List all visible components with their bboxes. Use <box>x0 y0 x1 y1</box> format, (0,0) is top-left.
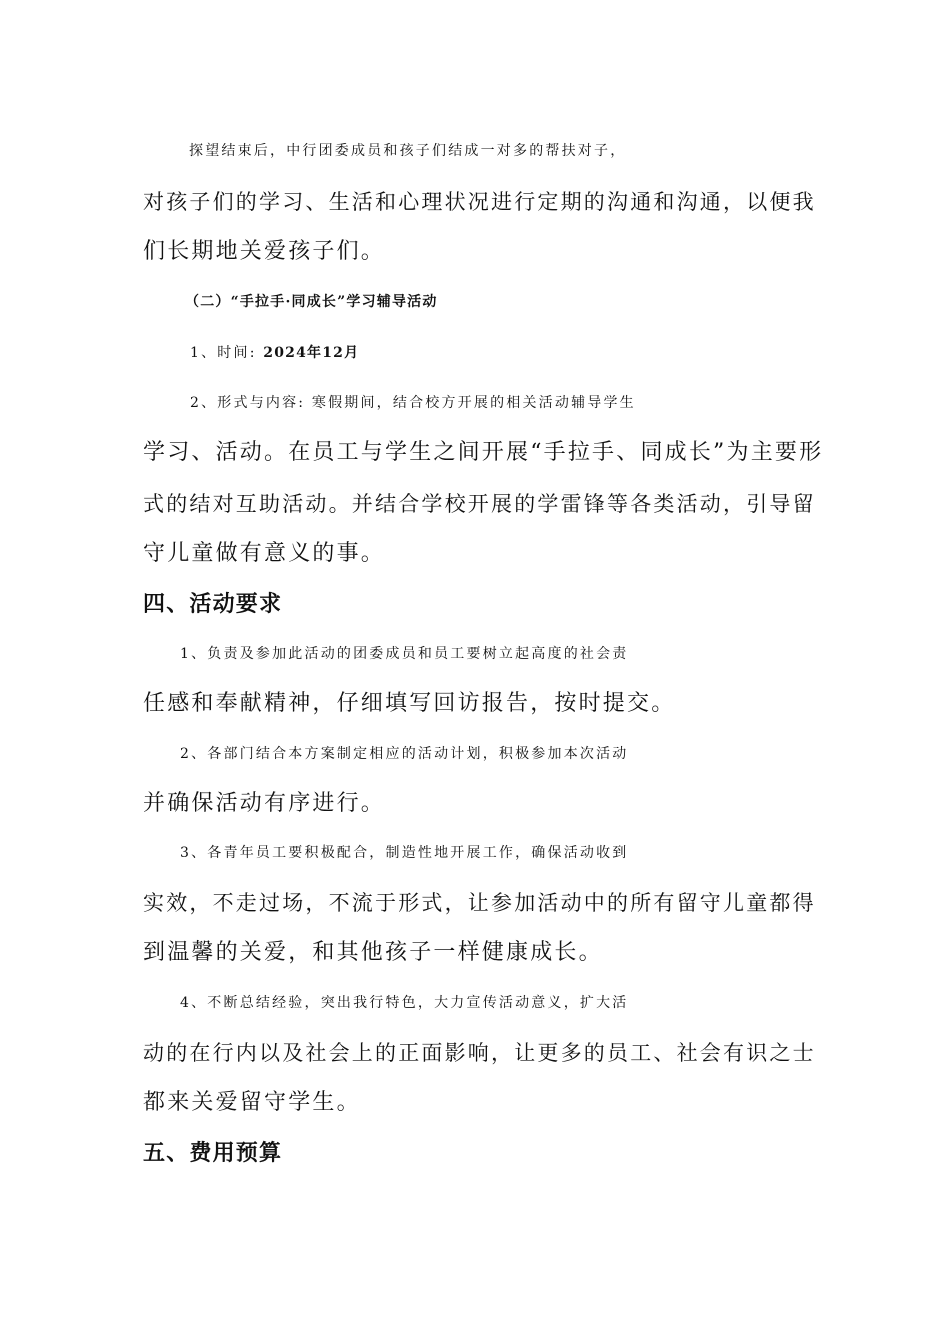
paragraph-line: 对孩子们的学习、生活和心理状况进行定期的沟通和沟通，以便我 <box>143 190 816 214</box>
requirement-line: 并确保活动有序进行。 <box>143 791 386 816</box>
requirement-line: 2、各部门结合本方案制定相应的活动计划，积极参加本次活动 <box>180 746 629 762</box>
requirement-line: 动的在行内以及社会上的正面影响，让更多的员工、社会有识之士 <box>143 1041 816 1065</box>
paragraph-line: 们长期地关爱孩子们。 <box>143 239 386 264</box>
paragraph-line: 式的结对互助活动。并结合学校开展的学雷锋等各类活动，引导留 <box>143 492 816 516</box>
paragraph-line: 探望结束后，中行团委成员和孩子们结成一对多的帮扶对子， <box>189 143 627 159</box>
heading-section-5: 五、费用预算 <box>143 1140 283 1166</box>
subheading-activity-2: （二）“手拉手·同成长”学习辅导活动 <box>185 294 438 310</box>
paragraph-line: 2、形式与内容: 寒假期间，结合校方开展的相关活动辅导学生 <box>190 395 636 411</box>
requirement-line: 到温馨的关爱，和其他孩子一样健康成长。 <box>143 940 603 965</box>
requirement-line: 1、负责及参加此活动的团委成员和员工要树立起高度的社会责 <box>180 646 629 662</box>
heading-section-4: 四、活动要求 <box>143 591 283 617</box>
requirement-line: 实效，不走过场，不流于形式，让参加活动中的所有留守儿童都得 <box>143 891 816 915</box>
time-value: 2024年12月 <box>263 345 360 361</box>
requirement-line: 都来关爱留守学生。 <box>143 1090 361 1115</box>
paragraph-line: 学习、活动。在员工与学生之间开展“手拉手、同成长”为主要形 <box>143 440 824 465</box>
time-label: 1、时间: <box>190 345 257 361</box>
time-item <box>190 338 870 368</box>
requirement-line: 任感和奉献精神，仔细填写回访报告，按时提交。 <box>143 691 676 716</box>
requirement-line: 3、各青年员工要积极配合，制造性地开展工作，确保活动收到 <box>180 845 629 861</box>
paragraph-line: 守儿童做有意义的事。 <box>143 541 386 566</box>
requirement-line: 4、不断总结经验，突出我行特色，大力宣传活动意义，扩大活 <box>180 995 629 1011</box>
